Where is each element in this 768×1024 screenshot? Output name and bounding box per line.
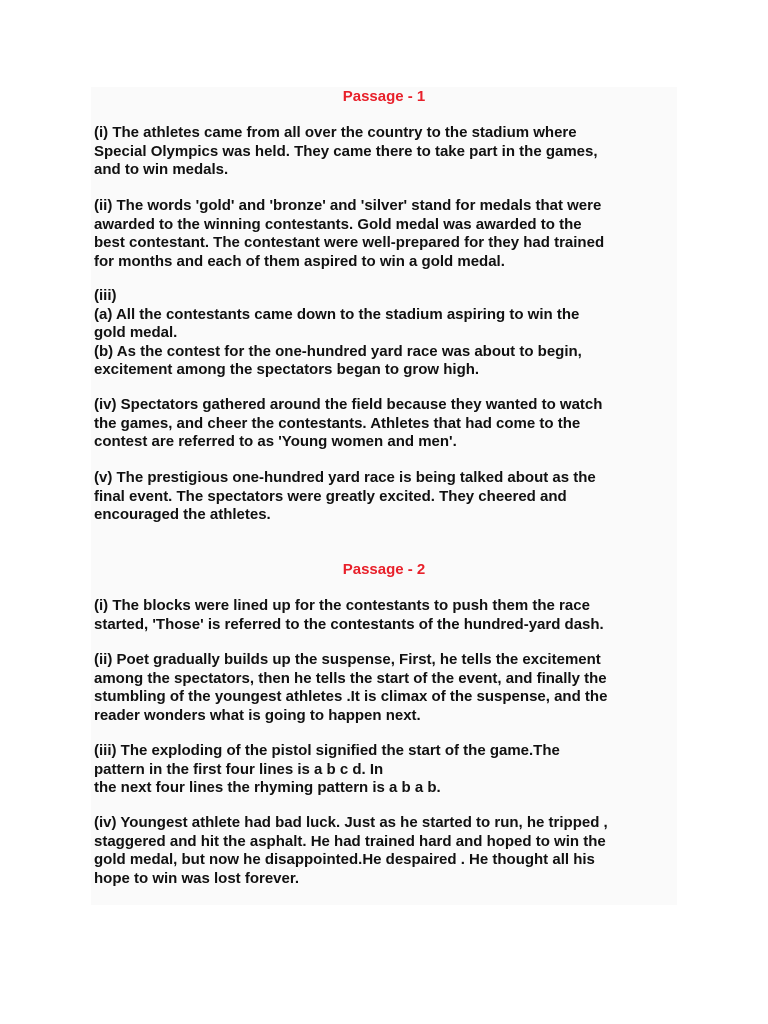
passage-1-para-ii: (ii) The words 'gold' and 'bronze' and 'silver' stand for medals that were awarded to the winning contestants. Gold medal was awarded to the best contestant. The contestant were well-prepared for they had trained for months and each of them aspired to win a gold medal. (94, 197, 605, 270)
passage-2-para-iv: (iv) Youngest athlete had bad luck. Just as he started to run, he tripped , staggered and hit the asphalt. He had trained hard and hoped to win the gold medal, but now he disappointed.He despaired . He thought all his hope to win was lost forever. (94, 814, 608, 887)
passage-2-para-ii: (ii) Poet gradually builds up the suspense, First, he tells the excitement among the spectators, then he tells the start of the event, and finally the stumbling of the youngest athletes .It is climax of the suspense, and the reader wonders what is going to happen next. (94, 651, 608, 724)
passage-1-para-iii: (iii) (a) All the contestants came down to the stadium aspiring to win the gold medal. (b) As the contest for the one-hundred yard race was about to begin, excitement among the spectators began to grow high. (94, 287, 582, 378)
document-page (91, 87, 677, 905)
passage-1-para-i: (i) The athletes came from all over the country to the stadium where Special Olympics was held. They came there to take part in the games, and to win medals. (94, 124, 598, 178)
passage-1-title: Passage - 1 (342, 88, 426, 105)
passage-2-title: Passage - 2 (342, 561, 426, 578)
passage-1-para-v: (v) The prestigious one-hundred yard race is being talked about as the final event. The spectators were greatly excited. They cheered and encouraged the athletes. (94, 469, 596, 523)
passage-2-para-i: (i) The blocks were lined up for the contestants to push them the race started, 'Those' is referred to the contestants of the hundred-yard dash. (94, 597, 604, 633)
passage-2-para-iii: (iii) The exploding of the pistol signified the start of the game.The pattern in the first four lines is a b c d. In the next four lines the rhyming pattern is a b a b. (94, 742, 560, 796)
passage-1-para-iv: (iv) Spectators gathered around the field because they wanted to watch the games, and cheer the contestants. Athletes that had come to the contest are referred to as 'Young women and men'. (94, 396, 603, 450)
